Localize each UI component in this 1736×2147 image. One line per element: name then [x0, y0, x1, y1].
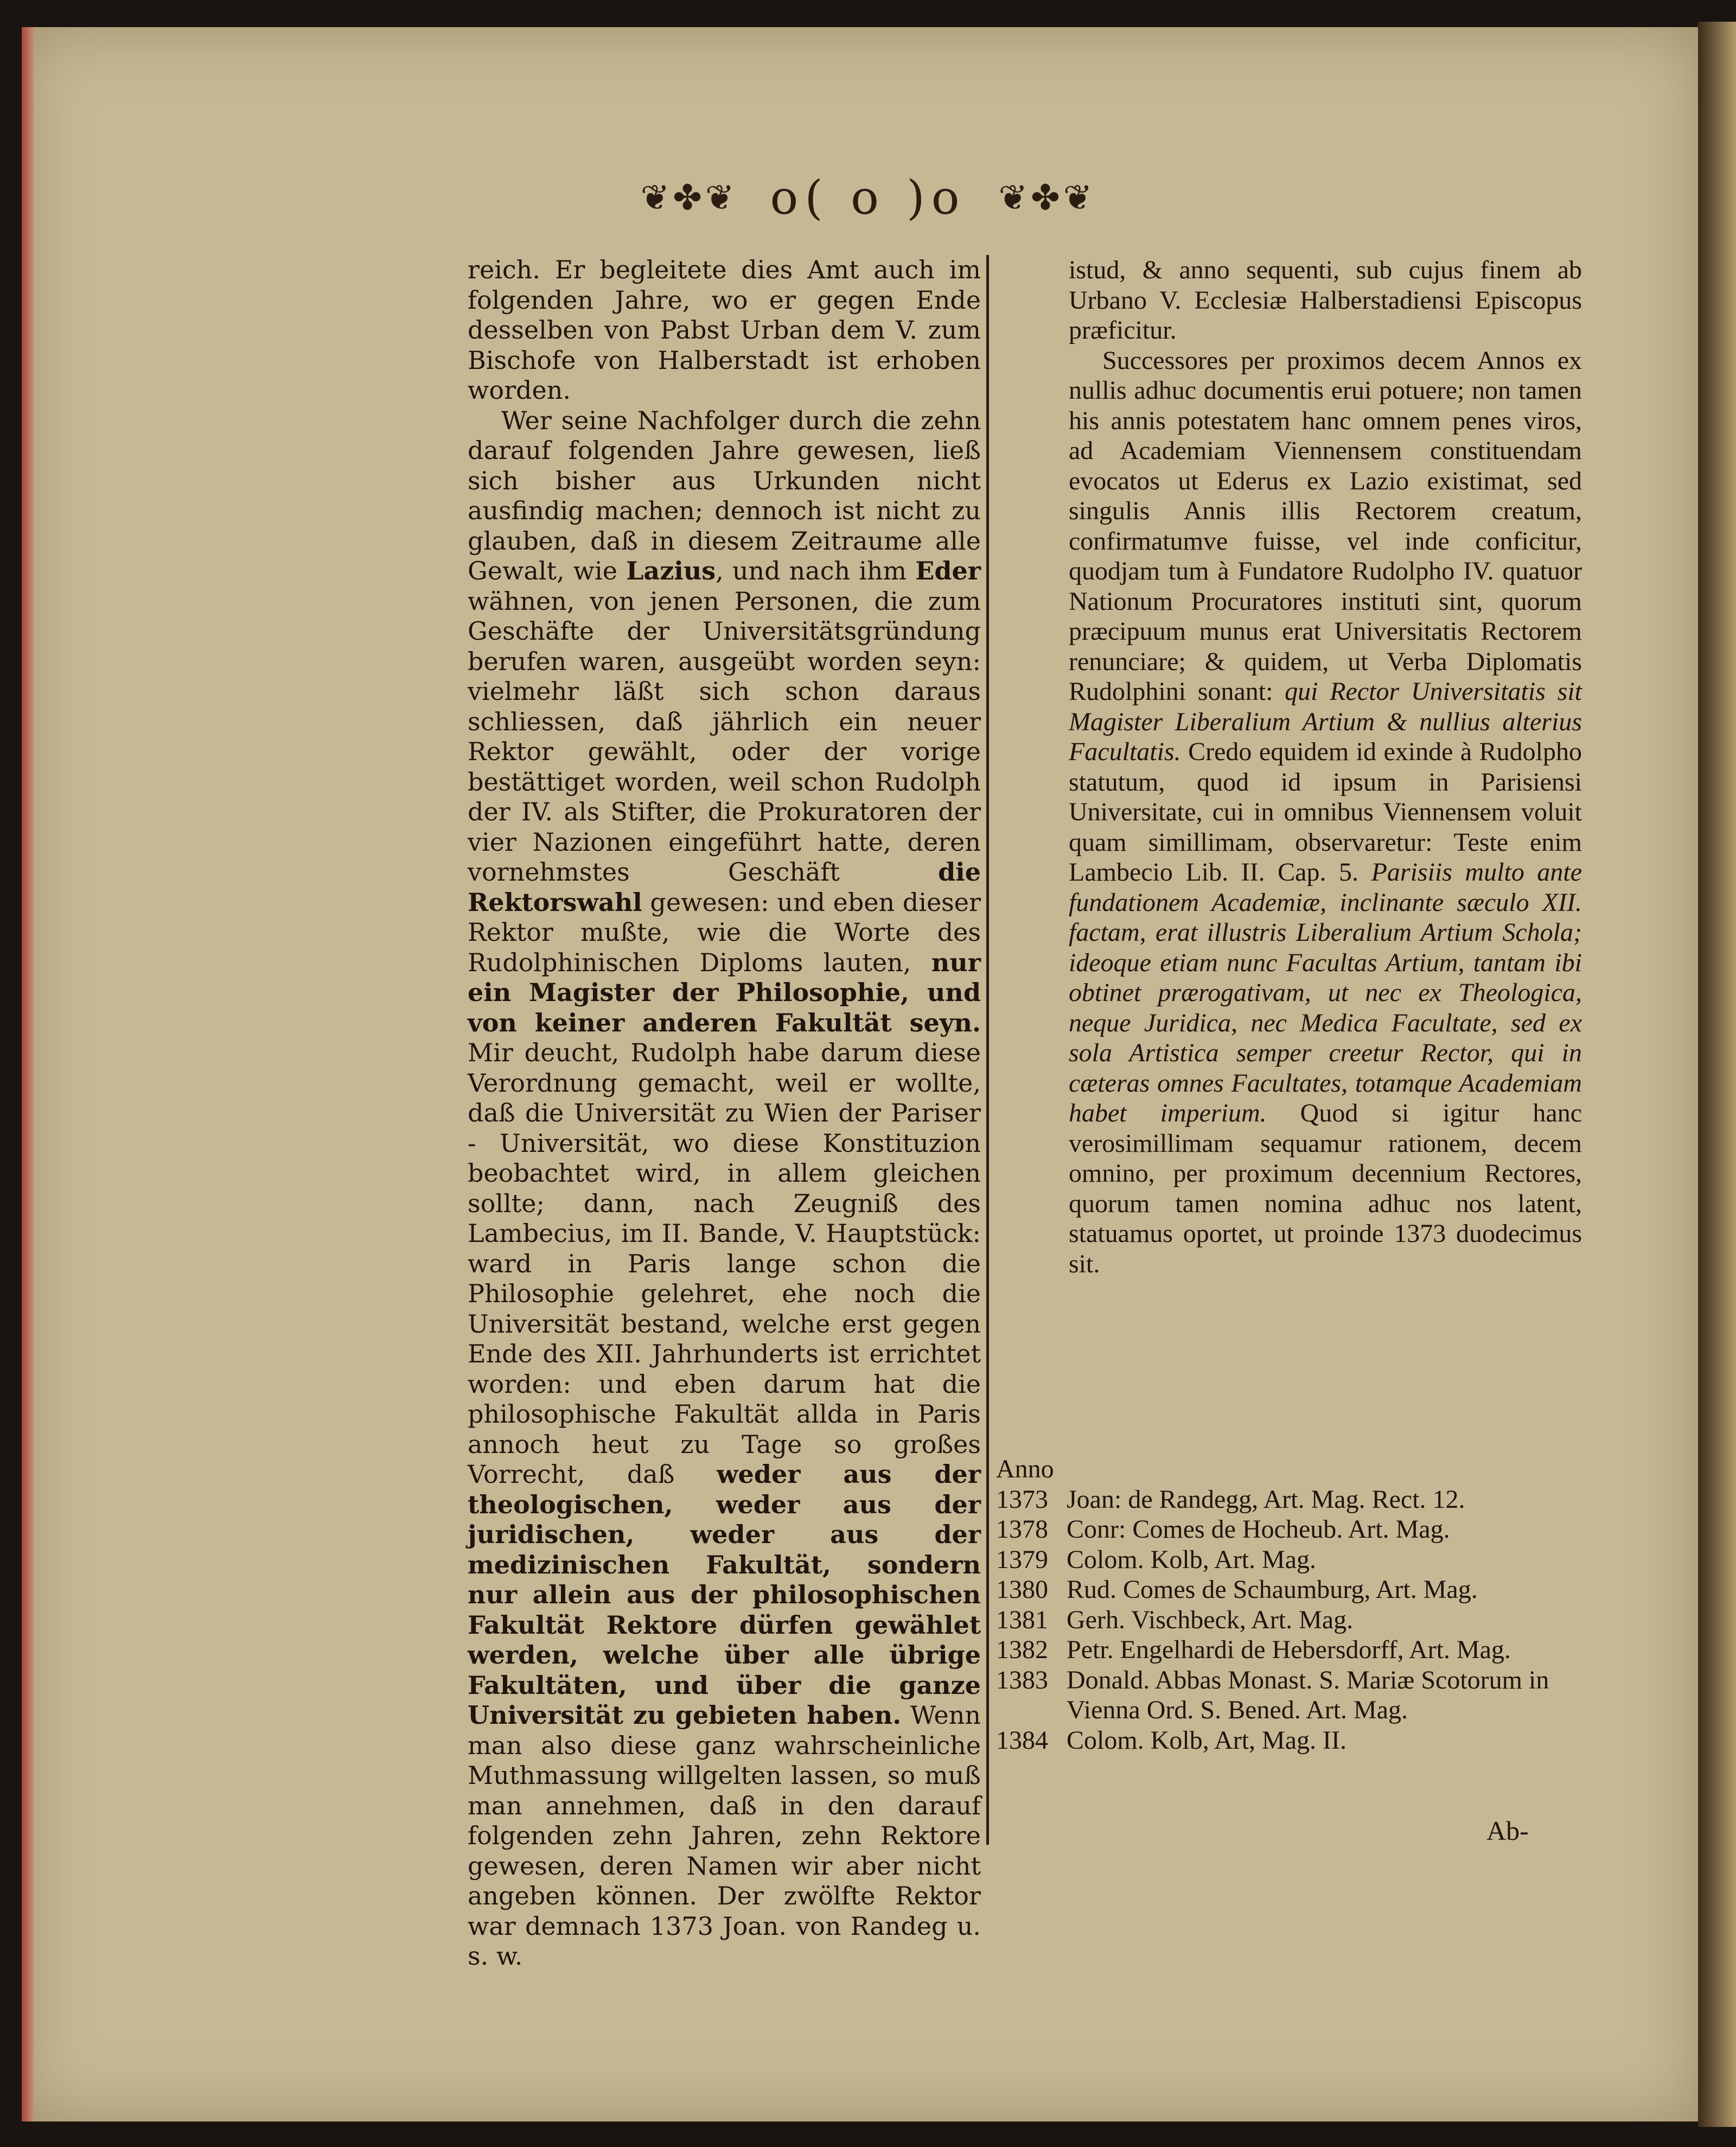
- rector-list: [996, 1454, 1593, 1755]
- rector-name: Colom. Kolb, Art. Mag.: [1067, 1545, 1317, 1574]
- rector-entry: [996, 1665, 1593, 1725]
- rector-entry: [996, 1575, 1593, 1605]
- term-rektorswahl: die Rektorswahl: [468, 857, 981, 917]
- latin-text: Credo equidem id exinde à Rudolpho statutum, quod id ipsum in Parisiensi Universitate, cui in omnibus Viennensem voluit quam simillimam, observaretur: Teste enim Lambecio Lib. II. Cap. 5.: [1069, 737, 1582, 887]
- rector-entry: [996, 1485, 1593, 1515]
- german-text: gewesen: und eben dieser Rektor mußte, wie die Worte des Rudolphinischen Diploms lauten,: [468, 887, 981, 977]
- lambecius-quote: Parisiis multo ante fundationem Academiæ, inclinante sæculo XII. factam, erat illustris Liberalium Artium Schola; ideoque etiam nunc Facultas Artium, tantam ibi obtinet prærogativam, ut nec ex Theologica, neque Juridica, nec Medica Facultate, sed ex sola Artistica semper creetur Rector, qui in cæteras omnes Facultates, totamque Academiam habet imperium.: [1069, 858, 1582, 1127]
- rector-year: 1379: [996, 1545, 1048, 1574]
- right-ornament-icon: ❦✤❦: [998, 178, 1096, 218]
- rector-year: 1382: [996, 1635, 1048, 1664]
- german-column: [468, 255, 981, 1972]
- page-header: [0, 168, 1736, 228]
- rector-entry: [996, 1605, 1593, 1635]
- rector-name: Gerh. Vischbeck, Art. Mag.: [1067, 1605, 1354, 1634]
- rector-year: 1373: [996, 1485, 1048, 1514]
- latin-column: [1069, 255, 1582, 1279]
- rector-name: Colom. Kolb, Art, Mag. II.: [1067, 1725, 1346, 1755]
- rector-year: 1378: [996, 1515, 1048, 1544]
- catchword: Ab-: [1486, 1815, 1529, 1846]
- name-lazius: Lazius: [626, 556, 716, 585]
- rector-year: 1383: [996, 1665, 1048, 1694]
- facing-page-edge: [1698, 22, 1736, 2127]
- latin-paragraph-1: istud, & anno sequenti, sub cujus finem ab Urbano V. Ecclesiæ Halberstadiensi Episcopus præficitur.: [1069, 256, 1582, 345]
- german-text: Wer seine Nachfolger durch die zehn darauf folgenden Jahre gewesen, ließ sich bisher aus Urkunden nicht ausfindig machen; dennoch ist nicht zu glauben, daß in diesem Zeitraume alle Gewalt, wie: [468, 405, 981, 585]
- diploma-quote-latin: qui Rector Universitatis sit Magister Liberalium Artium & nullius alterius Facultatis.: [1069, 677, 1582, 766]
- column-divider: [986, 255, 989, 1845]
- diploma-quote: nur ein Magister der Philosophie, und von keiner anderen Fakultät seyn.: [468, 947, 981, 1037]
- rector-entry: [996, 1545, 1593, 1575]
- name-eder: Eder: [915, 556, 981, 585]
- german-paragraph-2: [468, 406, 981, 1972]
- rector-name: Petr. Engelhardi de Hebersdorff, Art. Mag.: [1067, 1635, 1511, 1664]
- rector-name: Donald. Abbas Monast. S. Mariæ Scotorum in Vienna Ord. S. Bened. Art. Mag.: [1067, 1665, 1549, 1724]
- rector-year: 1384: [996, 1725, 1048, 1755]
- rector-entry: [996, 1725, 1593, 1756]
- rector-name: Conr: Comes de Hocheub. Art. Mag.: [1067, 1515, 1450, 1544]
- german-text: wähnen, von jenen Personen, die zum Geschäfte der Universitätsgründung berufen waren, ausgeübt worden seyn: vielmehr läßt sich schon daraus schliessen, daß jährlich ein neuer Rektor gewählt, oder der vorige bestättiget worden, weil schon Rudolph der IV. als Stifter, die Prokuratoren der vier Nazionen eingeführt hatte, deren vornehmstes Geschäft: [468, 586, 981, 887]
- latin-text: Quod si igitur hanc verosimillimam sequamur rationem, decem omnino, per proximum decennium Rectores, quorum tamen nomina adhuc nos latent, statuamus oportet, ut proinde 1373 duodecimus sit.: [1069, 1099, 1582, 1278]
- page-edge: [22, 27, 34, 2121]
- rector-year: 1380: [996, 1575, 1048, 1604]
- page-number: o( o )o: [770, 171, 966, 225]
- rector-year: 1381: [996, 1605, 1048, 1634]
- german-paragraph-1: reich. Er begleitete dies Amt auch im folgenden Jahre, wo er gegen Ende desselben von Pabst Urban dem V. zum Bischofe von Halberstadt ist erhoben worden.: [468, 255, 981, 405]
- left-ornament-icon: ❦✤❦: [640, 178, 738, 218]
- german-text: Mir deucht, Rudolph habe darum diese Verordnung gemacht, weil er wollte, daß die Universität zu Wien der Pariser - Universität, wo diese Konstituzion beobachtet wird, in allem gleichen sollte; dann, nach Zeugniß des Lambecius, im II. Bande, V. Hauptstück: ward in Paris lange schon die Philosophie gelehret, ehe noch die Universität bestand, welche erst gegen Ende des XII. Jahrhunderts ist errichtet worden: und eben darum hat die philosophische Fakultät allda in Paris annoch heut zu Tage so großes Vorrecht, daß: [468, 1038, 981, 1489]
- latin-text: Successores per proximos decem Annos ex nullis adhuc documentis erui potuere; non tamen his annis potestatem hanc omnem penes viros, ad Academiam Viennensem constituendam evocatos ut Ederus ex Lazio existimat, sed singulis Annis illis Rectorem creatum, confirmatumve fuisse, vel inde conficitur, quodjam tum à Fundatore Rudolpho IV. quatuor Nationum Procuratores instituti sint, quorum præcipuum munus erat Universitatis Rectorem renunciare; & quidem, ut Verba Diplomatis Rudolphini sonant:: [1069, 346, 1582, 706]
- rector-entry: [996, 1635, 1593, 1665]
- rector-name: Rud. Comes de Schaumburg, Art. Mag.: [1067, 1575, 1478, 1604]
- latin-paragraph-2: [1069, 346, 1582, 1279]
- paris-privilege-text: weder aus der theologischen, weder aus der juridischen, weder aus der medizinischen Fakultät, sondern nur allein aus der philosophischen Fakultät Rektore dürfen gewählet werden, welche über alle übrige Fakultäten, und über die ganze Universität zu gebieten haben.: [468, 1460, 981, 1730]
- german-text: , und nach ihm: [716, 556, 916, 585]
- rector-name: Joan: de Randegg, Art. Mag. Rect. 12.: [1067, 1485, 1465, 1514]
- rector-entry: [996, 1514, 1593, 1545]
- german-text: Wenn man also diese ganz wahrscheinliche Muthmassung willgelten lassen, so muß man annehmen, daß in den darauf folgenden zehn Jahren, zehn Rektore gewesen, deren Namen wir aber nicht angeben können. Der zwölfte Rektor war demnach 1373 Joan. von Randeg u. s. w.: [468, 1700, 981, 1971]
- anno-label: Anno: [996, 1455, 1054, 1483]
